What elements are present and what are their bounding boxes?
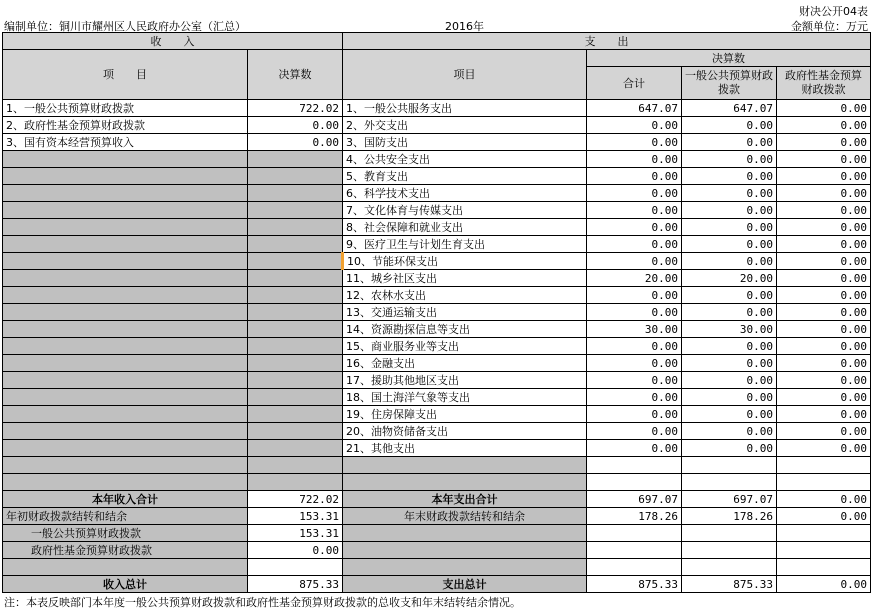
expense-total-fund: 0.00 [777, 491, 871, 508]
expense-total-value: 0.00 [587, 372, 682, 389]
table-row [3, 406, 871, 423]
expense-item-label: 6、科学技术支出 [343, 185, 587, 202]
expense-general-value: 0.00 [682, 134, 777, 151]
income-total-value: 722.02 [248, 491, 343, 508]
expense-general-value: 647.07 [682, 100, 777, 117]
income-item-value: 722.02 [248, 100, 343, 117]
empty-cell [777, 559, 871, 576]
expense-fund-value: 0.00 [777, 151, 871, 168]
expense-fund-value: 0.00 [777, 355, 871, 372]
table-row [3, 287, 871, 304]
expenditure-section-header: 支 出 [343, 33, 871, 50]
income-item-header: 项 目 [3, 50, 248, 100]
expense-item-label: 11、城乡社区支出 [343, 270, 587, 287]
income-item-label [3, 236, 248, 253]
income-item-label: 1、一般公共预算财政拨款 [3, 100, 248, 117]
income-item-value [248, 355, 343, 372]
expense-item-label: 12、农林水支出 [343, 287, 587, 304]
income-item-value [248, 338, 343, 355]
expense-total-value: 0.00 [587, 304, 682, 321]
empty-cell [682, 525, 777, 542]
income-item-value [248, 457, 343, 474]
income-item-value [248, 168, 343, 185]
expense-total-general: 697.07 [682, 491, 777, 508]
expense-item-label: 8、社会保障和就业支出 [343, 219, 587, 236]
income-item-value [248, 321, 343, 338]
expense-general-value: 0.00 [682, 168, 777, 185]
empty-cell [682, 474, 777, 491]
income-item-label [3, 372, 248, 389]
currency-unit: 金额单位：万元 [791, 20, 868, 33]
expense-total-value: 0.00 [587, 355, 682, 372]
expense-general-value: 0.00 [682, 338, 777, 355]
table-row [3, 219, 871, 236]
income-item-label [3, 253, 248, 270]
carry-begin-label: 年初财政拨款结转和结余 [3, 508, 248, 525]
expense-item-label: 3、国防支出 [343, 134, 587, 151]
income-item-label [3, 287, 248, 304]
expense-total-value: 0.00 [587, 338, 682, 355]
income-item-value [248, 474, 343, 491]
fiscal-table [2, 32, 871, 593]
expense-general-value: 30.00 [682, 321, 777, 338]
expense-total-value: 0.00 [587, 168, 682, 185]
carry-begin-value: 153.31 [248, 508, 343, 525]
income-item-value [248, 270, 343, 287]
expense-item-label: 16、金融支出 [343, 355, 587, 372]
sub-fund-row [3, 542, 871, 559]
income-item-label [3, 389, 248, 406]
expense-total-label: 本年支出合计 [343, 491, 587, 508]
carry-end-value: 178.26 [587, 508, 682, 525]
income-item-label [3, 338, 248, 355]
expense-grand-fund: 0.00 [777, 576, 871, 593]
table-row [3, 202, 871, 219]
carryover-row [3, 508, 871, 525]
empty-cell [587, 559, 682, 576]
expense-general-value: 0.00 [682, 151, 777, 168]
empty-cell [777, 474, 871, 491]
empty-cell [777, 457, 871, 474]
expense-total-value: 0.00 [587, 406, 682, 423]
income-total-label: 本年收入合计 [3, 491, 248, 508]
income-item-value [248, 253, 343, 270]
expense-general-value: 0.00 [682, 423, 777, 440]
table-row [3, 117, 871, 134]
expense-item-label: 18、国土海洋气象等支出 [343, 389, 587, 406]
expense-general-value: 0.00 [682, 304, 777, 321]
expense-total-value: 0.00 [587, 202, 682, 219]
income-grand-value: 875.33 [248, 576, 343, 593]
income-item-value [248, 202, 343, 219]
income-item-label: 2、政府性基金预算财政拨款 [3, 117, 248, 134]
expense-total-value: 0.00 [587, 151, 682, 168]
expense-item-label: 17、援助其他地区支出 [343, 372, 587, 389]
income-item-value [248, 236, 343, 253]
income-item-label [3, 270, 248, 287]
sub-fund-label: 政府性基金预算财政拨款 [3, 542, 248, 559]
income-item-value [248, 406, 343, 423]
expense-general-value: 0.00 [682, 202, 777, 219]
sub-general-row [3, 525, 871, 542]
expense-total-value: 0.00 [587, 236, 682, 253]
expense-total-value: 0.00 [587, 117, 682, 134]
expense-item-label: 1、一般公共服务支出 [343, 100, 587, 117]
expense-general-value: 0.00 [682, 253, 777, 270]
expense-grand-sum: 875.33 [587, 576, 682, 593]
expense-fund-value: 0.00 [777, 253, 871, 270]
expense-grand-label: 支出总计 [343, 576, 587, 593]
expense-general-value: 0.00 [682, 219, 777, 236]
income-item-label [3, 457, 248, 474]
table-row [3, 321, 871, 338]
table-row [3, 304, 871, 321]
expense-fund-value: 0.00 [777, 202, 871, 219]
income-item-label: 3、国有资本经营预算收入 [3, 134, 248, 151]
table-row [3, 423, 871, 440]
sub-fund-value: 0.00 [248, 542, 343, 559]
expense-total-value: 30.00 [587, 321, 682, 338]
general-budget-header: 一般公共预算财政拨款 [682, 67, 777, 100]
expense-fund-value: 0.00 [777, 440, 871, 457]
expense-general-value: 0.00 [682, 372, 777, 389]
table-row [3, 236, 871, 253]
gov-fund-header: 政府性基金预算财政拨款 [777, 67, 871, 100]
empty-cell [343, 457, 587, 474]
expense-item-label: 5、教育支出 [343, 168, 587, 185]
expense-item-label: 9、医疗卫生与计划生育支出 [343, 236, 587, 253]
income-item-label [3, 440, 248, 457]
expense-fund-value: 0.00 [777, 423, 871, 440]
income-item-value: 0.00 [248, 134, 343, 151]
empty-cell [587, 474, 682, 491]
income-item-label [3, 151, 248, 168]
empty-cell [343, 474, 587, 491]
income-item-value [248, 185, 343, 202]
table-row [3, 253, 871, 270]
expense-general-value: 0.00 [682, 389, 777, 406]
empty-cell [682, 542, 777, 559]
income-item-value [248, 389, 343, 406]
table-row [3, 457, 871, 474]
income-section-header: 收 入 [3, 33, 343, 50]
expense-total-value: 647.07 [587, 100, 682, 117]
expense-total-value: 0.00 [587, 253, 682, 270]
empty-cell [777, 542, 871, 559]
expense-fund-value: 0.00 [777, 287, 871, 304]
expense-general-value: 0.00 [682, 355, 777, 372]
expense-item-label: 21、其他支出 [343, 440, 587, 457]
income-item-value [248, 287, 343, 304]
expense-fund-value: 0.00 [777, 270, 871, 287]
expense-total-value: 0.00 [587, 389, 682, 406]
expense-total-value: 0.00 [587, 185, 682, 202]
empty-cell [3, 559, 248, 576]
income-item-label [3, 321, 248, 338]
income-item-label [3, 202, 248, 219]
annual-total-row [3, 491, 871, 508]
form-code: 财决公开04表 [799, 5, 868, 18]
table-row [3, 338, 871, 355]
expense-total-value: 0.00 [587, 287, 682, 304]
income-item-value [248, 423, 343, 440]
expense-fund-value: 0.00 [777, 219, 871, 236]
empty-cell [248, 559, 343, 576]
table-row [3, 151, 871, 168]
total-header: 合计 [587, 67, 682, 100]
expense-item-label: 20、油物资储备支出 [343, 423, 587, 440]
expense-item-label: 4、公共安全支出 [343, 151, 587, 168]
expense-general-value: 0.00 [682, 440, 777, 457]
income-item-value [248, 151, 343, 168]
expense-fund-value: 0.00 [777, 168, 871, 185]
expense-fund-value: 0.00 [777, 185, 871, 202]
expense-fund-value: 0.00 [777, 100, 871, 117]
empty-cell [343, 542, 587, 559]
expense-total-value: 0.00 [587, 134, 682, 151]
table-row [3, 270, 871, 287]
footnote: 注：本表反映部门本年度一般公共预算财政拨款和政府性基金预算财政拨款的总收支和年末结转结余情况。 [4, 596, 521, 609]
expense-item-label: 7、文化体育与传媒支出 [343, 202, 587, 219]
expense-total-value: 0.00 [587, 423, 682, 440]
income-item-label [3, 185, 248, 202]
expense-item-label: 19、住房保障支出 [343, 406, 587, 423]
income-item-value [248, 440, 343, 457]
income-item-value [248, 219, 343, 236]
income-item-value [248, 372, 343, 389]
empty-cell [587, 542, 682, 559]
grand-total-row [3, 576, 871, 593]
expense-fund-value: 0.00 [777, 304, 871, 321]
income-item-label [3, 219, 248, 236]
expense-fund-value: 0.00 [777, 338, 871, 355]
expense-fund-value: 0.00 [777, 372, 871, 389]
income-item-label [3, 406, 248, 423]
expense-total-value: 0.00 [587, 219, 682, 236]
reporting-unit: 编制单位：铜川市耀州区人民政府办公室（汇总） [4, 20, 246, 33]
income-item-label [3, 304, 248, 321]
expense-fund-value: 0.00 [777, 117, 871, 134]
empty-cell [587, 525, 682, 542]
income-item-label [3, 168, 248, 185]
expense-item-label: 15、商业服务业等支出 [343, 338, 587, 355]
table-row [3, 355, 871, 372]
expense-fund-value: 0.00 [777, 389, 871, 406]
table-row [3, 389, 871, 406]
table-row [3, 185, 871, 202]
empty-cell [682, 457, 777, 474]
income-item-label [3, 474, 248, 491]
expense-general-value: 0.00 [682, 287, 777, 304]
expense-total-sum: 697.07 [587, 491, 682, 508]
expense-general-value: 20.00 [682, 270, 777, 287]
expense-fund-value: 0.00 [777, 236, 871, 253]
expense-total-value: 20.00 [587, 270, 682, 287]
sub-general-label: 一般公共预算财政拨款 [3, 525, 248, 542]
empty-cell [682, 559, 777, 576]
table-row [3, 134, 871, 151]
income-item-value [248, 304, 343, 321]
expense-item-label: 2、外交支出 [343, 117, 587, 134]
carry-end-fund: 0.00 [777, 508, 871, 525]
carry-end-general: 178.26 [682, 508, 777, 525]
final-amount-group-header: 决算数 [587, 50, 871, 67]
empty-cell [777, 525, 871, 542]
expense-general-value: 0.00 [682, 117, 777, 134]
expense-fund-value: 0.00 [777, 134, 871, 151]
table-row [3, 372, 871, 389]
income-item-label [3, 423, 248, 440]
expense-item-header: 项目 [343, 50, 587, 100]
empty-cell [343, 559, 587, 576]
carry-end-label: 年末财政拨款结转和结余 [343, 508, 587, 525]
table-row [3, 100, 871, 117]
spacer-row [3, 559, 871, 576]
income-item-value: 0.00 [248, 117, 343, 134]
expense-fund-value: 0.00 [777, 321, 871, 338]
expense-general-value: 0.00 [682, 236, 777, 253]
expense-item-label: 14、资源勘探信息等支出 [343, 321, 587, 338]
expense-general-value: 0.00 [682, 185, 777, 202]
table-row [3, 474, 871, 491]
income-grand-label: 收入总计 [3, 576, 248, 593]
income-amount-header: 决算数 [248, 50, 343, 100]
empty-cell [343, 525, 587, 542]
expense-item-label: 13、交通运输支出 [343, 304, 587, 321]
sub-general-value: 153.31 [248, 525, 343, 542]
report-year: 2016年 [445, 20, 484, 33]
table-row [3, 168, 871, 185]
expense-general-value: 0.00 [682, 406, 777, 423]
income-item-label [3, 355, 248, 372]
table-row [3, 440, 871, 457]
expense-fund-value: 0.00 [777, 406, 871, 423]
expense-total-value: 0.00 [587, 440, 682, 457]
empty-cell [587, 457, 682, 474]
expense-item-label: 10、节能环保支出 [343, 253, 587, 270]
expense-grand-general: 875.33 [682, 576, 777, 593]
